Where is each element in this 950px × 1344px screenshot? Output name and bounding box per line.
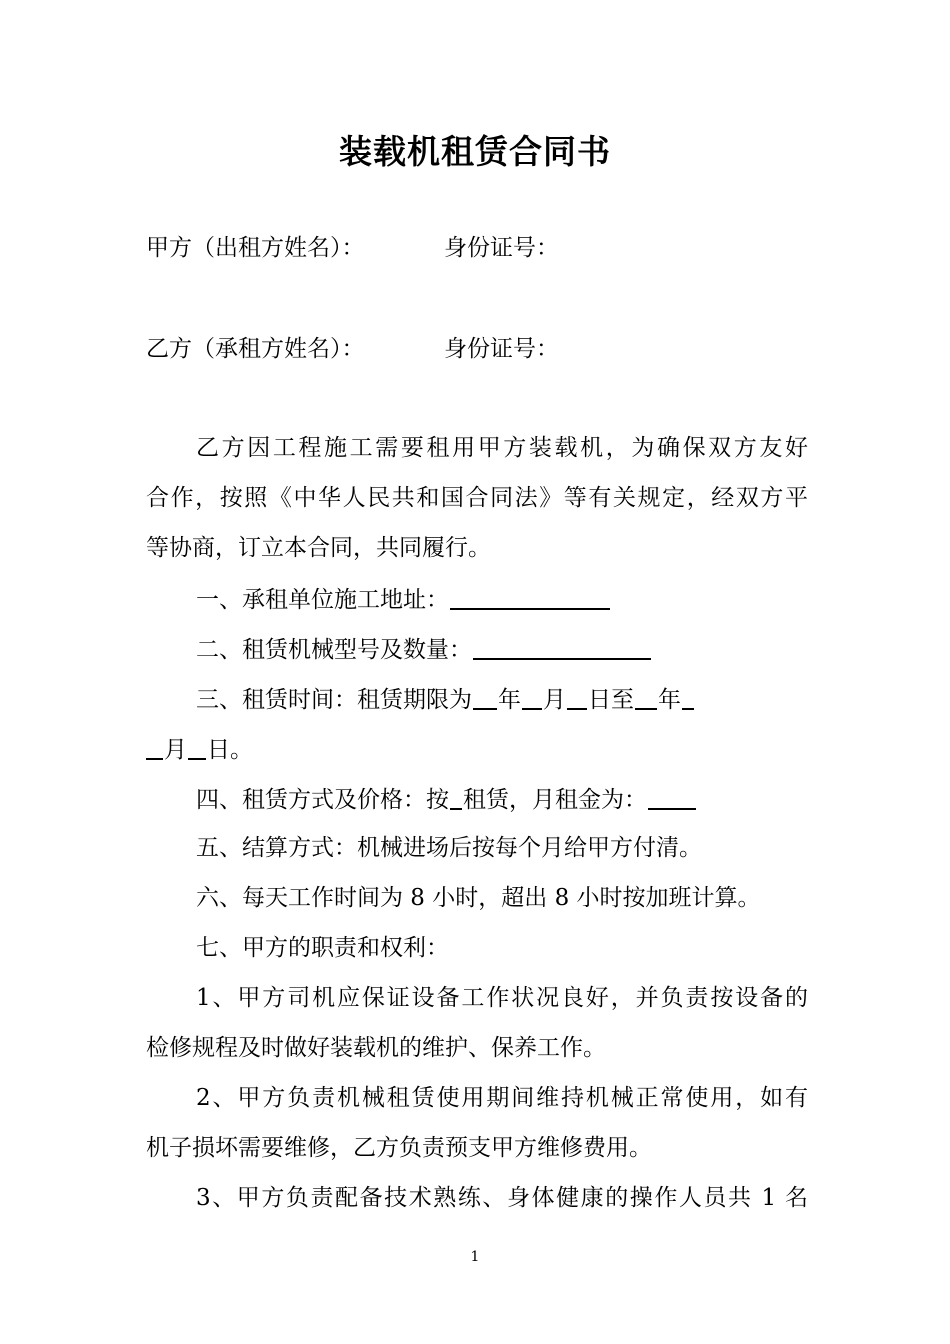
party-b-row (146, 333, 559, 365)
clause-6: 六、每天工作时间为 8 小时，超出 8 小时按加班计算。 (196, 885, 761, 911)
item-3-line-1: 3、甲方负责配备技术熟练、身体健康的操作人员共 1 名 (196, 1185, 808, 1211)
intro-line-1: 乙方因工程施工需要租用甲方装载机，为确保双方友好 (196, 435, 808, 461)
party-a-id-label: 身份证号： (444, 235, 559, 261)
end-year-blank (635, 682, 657, 710)
intro-line-3: 等协商，订立本合同，共同履行。 (146, 535, 491, 561)
clause-3-continued (146, 732, 808, 766)
start-month-label: 月 (543, 687, 566, 713)
item-2-line-1: 2、甲方负责机械租赁使用期间维持机械正常使用，如有 (196, 1085, 808, 1111)
party-b-id-label: 身份证号： (444, 336, 559, 362)
monthly-rent-blank (648, 782, 696, 810)
address-blank (450, 582, 610, 610)
clause-2 (146, 632, 808, 666)
start-year-label: 年 (498, 687, 521, 713)
rental-mode-blank (450, 782, 462, 810)
clause-4-text: 四、租赁方式及价格：按 (196, 787, 449, 813)
item-1-line-2: 检修规程及时做好装载机的维护、保养工作。 (146, 1035, 606, 1061)
start-day-label: 日至 (588, 687, 634, 713)
start-month-blank (522, 682, 542, 710)
end-month-label: 月 (164, 737, 187, 763)
model-quantity-blank (473, 632, 651, 660)
clause-3-text: 三、租赁时间：租赁期限为 (196, 687, 472, 713)
document-title: 装载机租赁合同书 (339, 132, 611, 171)
clause-5: 五、结算方式：机械进场后按每个月给甲方付清。 (196, 835, 702, 861)
start-year-blank (473, 682, 497, 710)
item-2-line-2: 机子损坏需要维修，乙方负责预支甲方维修费用。 (146, 1135, 652, 1161)
end-month-blank-end (146, 732, 163, 760)
page-number: 1 (470, 1249, 480, 1265)
clause-4 (146, 782, 808, 816)
end-day-blank (188, 732, 206, 760)
end-day-label: 日。 (207, 737, 253, 763)
clause-4-text-2: 租赁，月租金为： (463, 787, 647, 813)
end-year-label: 年 (658, 687, 681, 713)
start-day-blank (567, 682, 587, 710)
item-1-line-1: 1、甲方司机应保证设备工作状况良好，并负责按设备的 (196, 985, 808, 1011)
clause-1-text: 一、承租单位施工地址： (196, 587, 449, 613)
intro-line-2: 合作，按照《中华人民共和国合同法》等有关规定，经双方平 (146, 485, 808, 511)
end-month-blank-start (682, 682, 694, 710)
party-a-row (146, 232, 559, 264)
clause-7: 七、甲方的职责和权利： (196, 935, 449, 961)
clause-1 (146, 582, 808, 616)
party-a-label: 甲方（出租方姓名）： (146, 235, 365, 261)
party-b-label: 乙方（承租方姓名）： (146, 336, 365, 362)
clause-3 (146, 682, 808, 716)
clause-2-text: 二、租赁机械型号及数量： (196, 637, 472, 663)
